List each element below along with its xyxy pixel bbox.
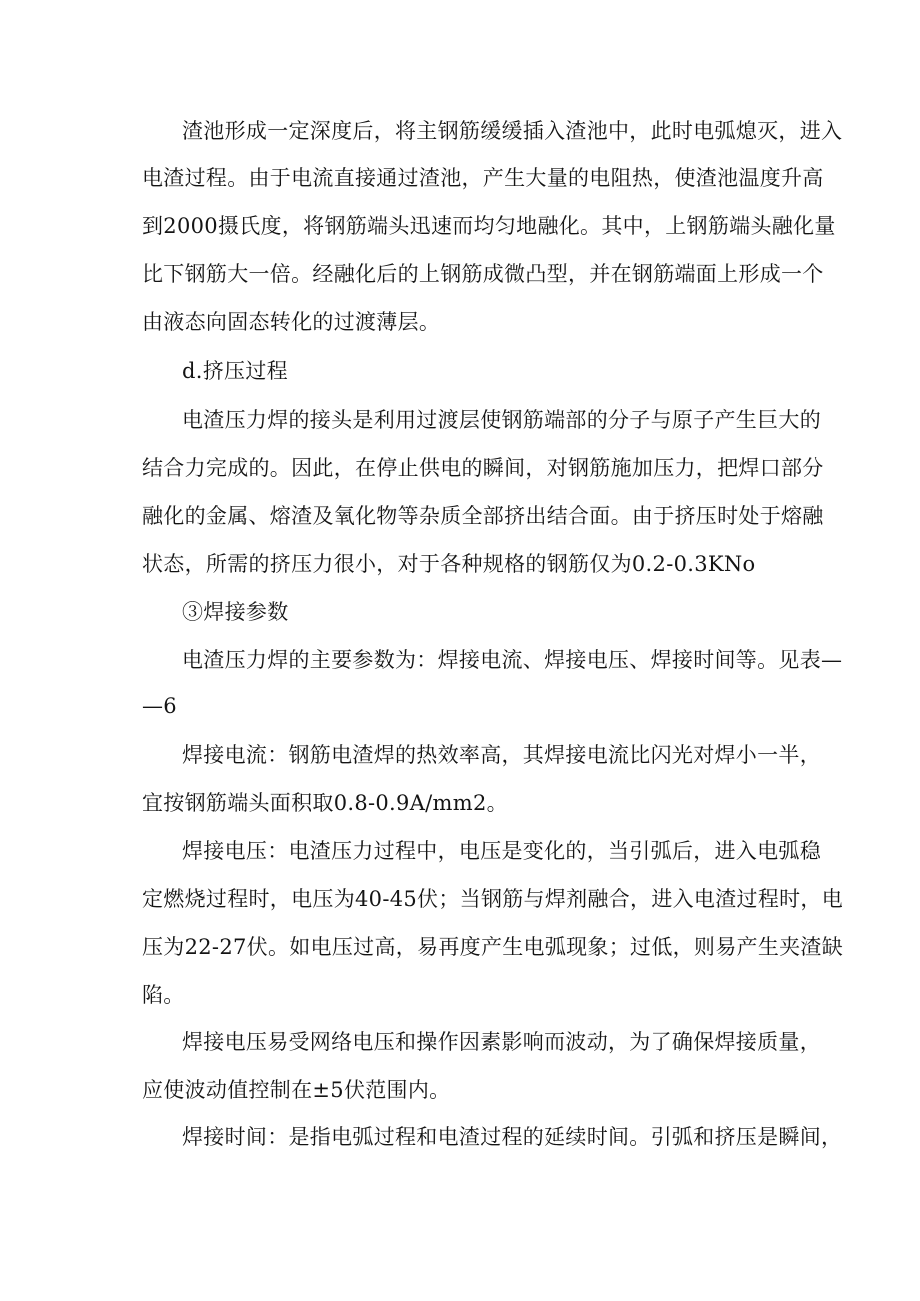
paragraph-line: 焊接时间：是指电弧过程和电渣过程的延续时间。引弧和挤压是瞬间， <box>182 1125 843 1149</box>
paragraph-line: 焊接电压：电渣压力过程中，电压是变化的，当引弧后，进入电弧稳 <box>182 839 821 863</box>
paragraph-line: 比下钢筋大一倍。经融化后的上钢筋成微凸型，并在钢筋端面上形成一个 <box>142 262 824 286</box>
paragraph-line: 结合力完成的。因此，在停止供电的瞬间，对钢筋施加压力，把焊口部分 <box>142 456 824 480</box>
paragraph-line: 融化的金属、熔渣及氧化物等杂质全部挤出结合面。由于挤压时处于熔融 <box>142 504 824 528</box>
paragraph-line: —6 <box>142 694 177 718</box>
paragraph-line: 状态，所需的挤压力很小，对于各种规格的钢筋仅为0.2-0.3KNo <box>142 552 756 576</box>
paragraph-line: 陷。 <box>142 983 185 1007</box>
paragraph-line: 渣池形成一定深度后，将主钢筋缓缓插入渣池中，此时电弧熄灭，进入 <box>182 119 843 143</box>
section-heading: ③焊接参数 <box>182 600 289 624</box>
paragraph-line: 压为22-27伏。如电压过高，易再度产生电弧现象；过低，则易产生夹渣缺 <box>142 935 844 959</box>
paragraph-line: 到2000摄氏度，将钢筋端头迅速而均匀地融化。其中，上钢筋端头融化量 <box>142 214 836 238</box>
paragraph-line: 电渣过程。由于电流直接通过渣池，产生大量的电阻热，使渣池温度升高 <box>142 166 824 190</box>
paragraph-line: 定燃烧过程时，电压为40-45伏；当钢筋与焊剂融合，进入电渣过程时，电 <box>142 887 844 911</box>
paragraph-line: 焊接电压易受网络电压和操作因素影响而波动，为了确保焊接质量， <box>182 1030 821 1054</box>
section-heading: d.挤压过程 <box>182 359 288 383</box>
paragraph-line: 应使波动值控制在±5伏范围内。 <box>142 1078 451 1102</box>
paragraph-line: 由液态向固态转化的过渡薄层。 <box>142 310 441 334</box>
paragraph-line: 焊接电流：钢筋电渣焊的热效率高，其焊接电流比闪光对焊小一半， <box>182 743 821 767</box>
paragraph-line: 宜按钢筋端头面积取0.8-0.9A/mm2。 <box>142 791 508 815</box>
paragraph-line: 电渣压力焊的主要参数为：焊接电流、焊接电压、焊接时间等。见表— <box>182 648 843 672</box>
paragraph-line: 电渣压力焊的接头是利用过渡层使钢筋端部的分子与原子产生巨大的 <box>182 408 821 432</box>
